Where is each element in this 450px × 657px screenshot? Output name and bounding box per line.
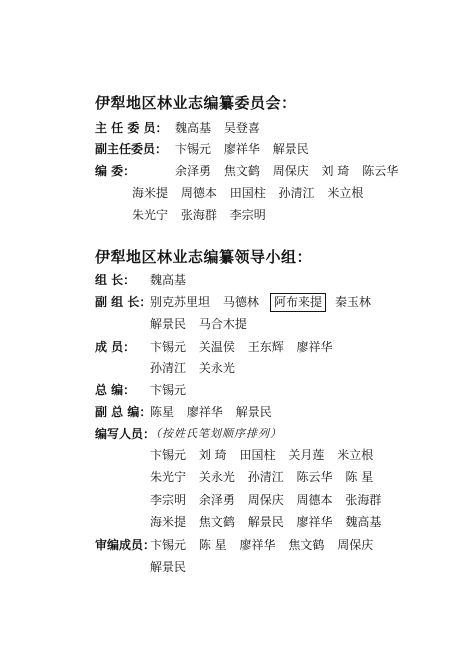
reviewers-label: 审编成员：: [95, 538, 156, 552]
name: 关永光: [198, 470, 235, 484]
name: 别克苏里坦: [150, 295, 211, 309]
name: 王东辉: [247, 340, 284, 354]
name: 张海群: [345, 493, 382, 507]
name: 解景民: [247, 515, 284, 529]
name: 焦文鹤: [223, 164, 260, 178]
name: 吴登喜: [223, 121, 260, 135]
name: 廖祥华: [186, 405, 223, 419]
boxed-name: 阿布来提: [270, 293, 326, 312]
name: 米立根: [327, 186, 364, 200]
name: 周保庆: [247, 493, 284, 507]
name: 周保庆: [272, 164, 309, 178]
name: 朱光宁: [150, 470, 187, 484]
name: 廖祥华: [239, 538, 276, 552]
name: 卞锡元: [175, 142, 212, 156]
name: 马合木提: [198, 317, 247, 331]
director-label: 主 任 委 员：: [95, 121, 168, 135]
name: 米立根: [337, 448, 374, 462]
name: 卞锡元: [150, 340, 187, 354]
name: 孙清江: [247, 470, 284, 484]
name: 周保庆: [337, 538, 374, 552]
name: 解景民: [235, 405, 272, 419]
name: 关永光: [198, 361, 235, 375]
writers-label: 编写人员：: [95, 427, 156, 441]
name: 廖祥华: [296, 340, 333, 354]
leadership-title: 伊犁地区林业志编纂领导小组：: [95, 248, 313, 266]
name: 海米提: [150, 515, 187, 529]
committee-title: 伊犁地区林业志编纂委员会：: [95, 94, 297, 112]
name: 焦文鹤: [288, 538, 325, 552]
name: 解景民: [150, 560, 187, 574]
name: 卞锡元: [150, 538, 187, 552]
name: 周德本: [296, 493, 333, 507]
name: 廖祥华: [296, 515, 333, 529]
leadership-members-label: 成 员：: [95, 340, 136, 354]
name: 张海群: [180, 208, 217, 222]
name: 朱光宁: [132, 208, 169, 222]
vice-director-label: 副主任委员：: [95, 142, 168, 156]
name: 孙清江: [150, 361, 187, 375]
name: 关温侯: [198, 340, 235, 354]
name: 解景民: [272, 142, 309, 156]
name: 魏高基: [150, 273, 187, 287]
leader-label: 组 长：: [95, 273, 136, 287]
vice-leader-label: 副 组 长：: [95, 295, 152, 309]
name: 解景民: [150, 317, 187, 331]
committee-members-label: 编 委：: [95, 164, 136, 178]
name: 周德本: [180, 186, 217, 200]
name: 关月莲: [288, 448, 325, 462]
name: 卞锡元: [150, 448, 187, 462]
vice-chief-editor-label: 副 总 编：: [95, 405, 152, 419]
name: 魏高基: [345, 515, 382, 529]
name: 廖祥华: [223, 142, 260, 156]
name: 孙清江: [278, 186, 315, 200]
name: 李宗明: [229, 208, 266, 222]
name: 马德林: [222, 295, 259, 309]
director-names: [175, 118, 269, 138]
name: 魏高基: [175, 121, 212, 135]
committee-members-names: [175, 161, 407, 181]
name: 余泽勇: [198, 493, 235, 507]
name: 陈 星: [198, 538, 227, 552]
name: 海米提: [132, 186, 169, 200]
name: 陈 星: [345, 470, 374, 484]
name: 田国柱: [229, 186, 266, 200]
name: 刘 琦: [321, 164, 350, 178]
writers-note: （按姓氏笔划顺序排列）: [150, 427, 282, 440]
name: 余泽勇: [175, 164, 212, 178]
name: 陈云华: [296, 470, 333, 484]
name: 卞锡元: [150, 383, 187, 397]
name: 焦文鹤: [198, 515, 235, 529]
name: 陈星: [150, 405, 175, 419]
chief-editor-label: 总 编：: [95, 383, 136, 397]
name: 李宗明: [150, 493, 187, 507]
name: 陈云华: [362, 164, 399, 178]
name: 秦玉林: [335, 295, 372, 309]
vice-director-names: [175, 139, 318, 159]
name: 刘 琦: [198, 448, 227, 462]
name: 田国柱: [239, 448, 276, 462]
